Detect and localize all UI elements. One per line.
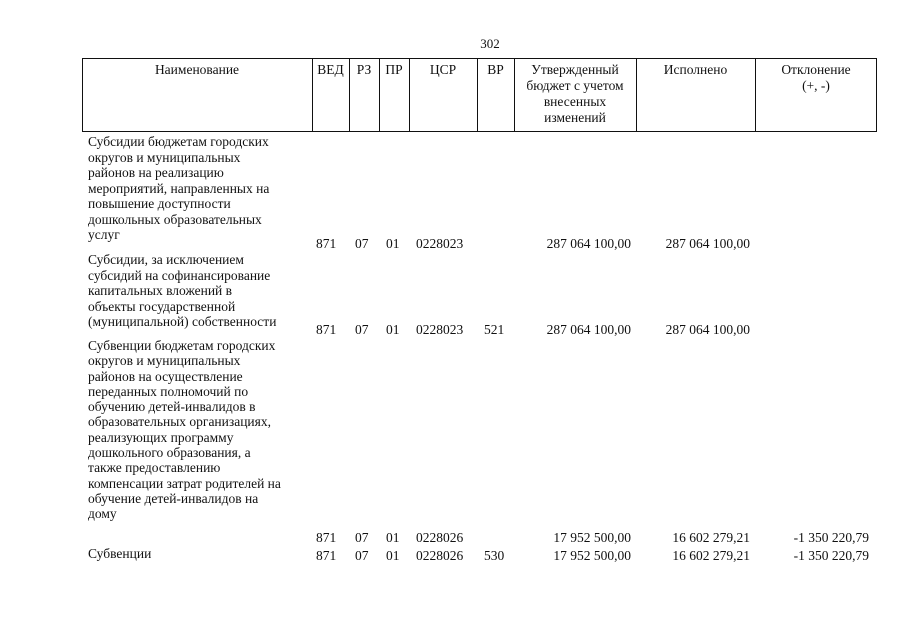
row-pr: 01 bbox=[386, 530, 400, 545]
row-ved: 871 bbox=[316, 530, 337, 545]
row-vr: 530 bbox=[484, 548, 505, 563]
row-csr: 0228026 bbox=[416, 530, 464, 545]
row-csr: 0228023 bbox=[416, 322, 464, 337]
header-name: Наименование bbox=[154, 62, 240, 77]
row-pr: 01 bbox=[386, 548, 400, 563]
row-pr: 01 bbox=[386, 236, 400, 251]
row-approved: 287 064 100,00 bbox=[546, 322, 631, 337]
row-csr: 0228026 bbox=[416, 548, 464, 563]
row-ved: 871 bbox=[316, 322, 337, 337]
row-rz: 07 bbox=[355, 530, 369, 545]
row-pr: 01 bbox=[386, 322, 400, 337]
row-name: Субвенции бюджетам городских округов и муниципальных районов на осуществление переданных полномочий по обучению детей-инвалидов в образовательных организациях, реализующих программу дошкольного образования, а также предоставлению компенсации затрат родителей на обучение детей-инвалидов на дому bbox=[88, 338, 281, 522]
row-rz: 07 bbox=[355, 236, 369, 251]
row-executed: 16 602 279,21 bbox=[672, 530, 750, 545]
row-approved: 17 952 500,00 bbox=[553, 548, 631, 563]
row-ved: 871 bbox=[316, 548, 337, 563]
header-approved: Утвержденный бюджет с учетом внесенных изменений bbox=[526, 62, 624, 125]
row-executed: 287 064 100,00 bbox=[665, 322, 750, 337]
row-name: Субвенции bbox=[88, 546, 152, 561]
header-executed: Исполнено bbox=[663, 62, 728, 77]
row-csr: 0228023 bbox=[416, 236, 464, 251]
row-approved: 287 064 100,00 bbox=[546, 236, 631, 251]
row-deviation: -1 350 220,79 bbox=[793, 548, 869, 563]
row-ved: 871 bbox=[316, 236, 337, 251]
row-rz: 07 bbox=[355, 322, 369, 337]
header-csr: ЦСР bbox=[429, 62, 457, 77]
header-rz: РЗ bbox=[356, 62, 372, 77]
row-name: Субсидии бюджетам городских округов и муниципальных районов на реализацию мероприятий, направленных на повышение доступности дошкольных образовательных услуг bbox=[88, 134, 270, 242]
row-name: Субсидии, за исключением субсидий на софинансирование капитальных вложений в объекты государственной (муниципальной) собственности bbox=[88, 252, 277, 329]
header-deviation: Отклонение (+, -) bbox=[781, 62, 851, 93]
row-rz: 07 bbox=[355, 548, 369, 563]
row-executed: 287 064 100,00 bbox=[665, 236, 750, 251]
header-vr: ВР bbox=[487, 62, 504, 77]
row-executed: 16 602 279,21 bbox=[672, 548, 750, 563]
row-vr: 521 bbox=[484, 322, 505, 337]
row-deviation: -1 350 220,79 bbox=[793, 530, 869, 545]
header-pr: ПР bbox=[385, 62, 403, 77]
header-ved: ВЕД bbox=[317, 62, 344, 77]
page-number: 302 bbox=[480, 36, 500, 51]
row-approved: 17 952 500,00 bbox=[553, 530, 631, 545]
